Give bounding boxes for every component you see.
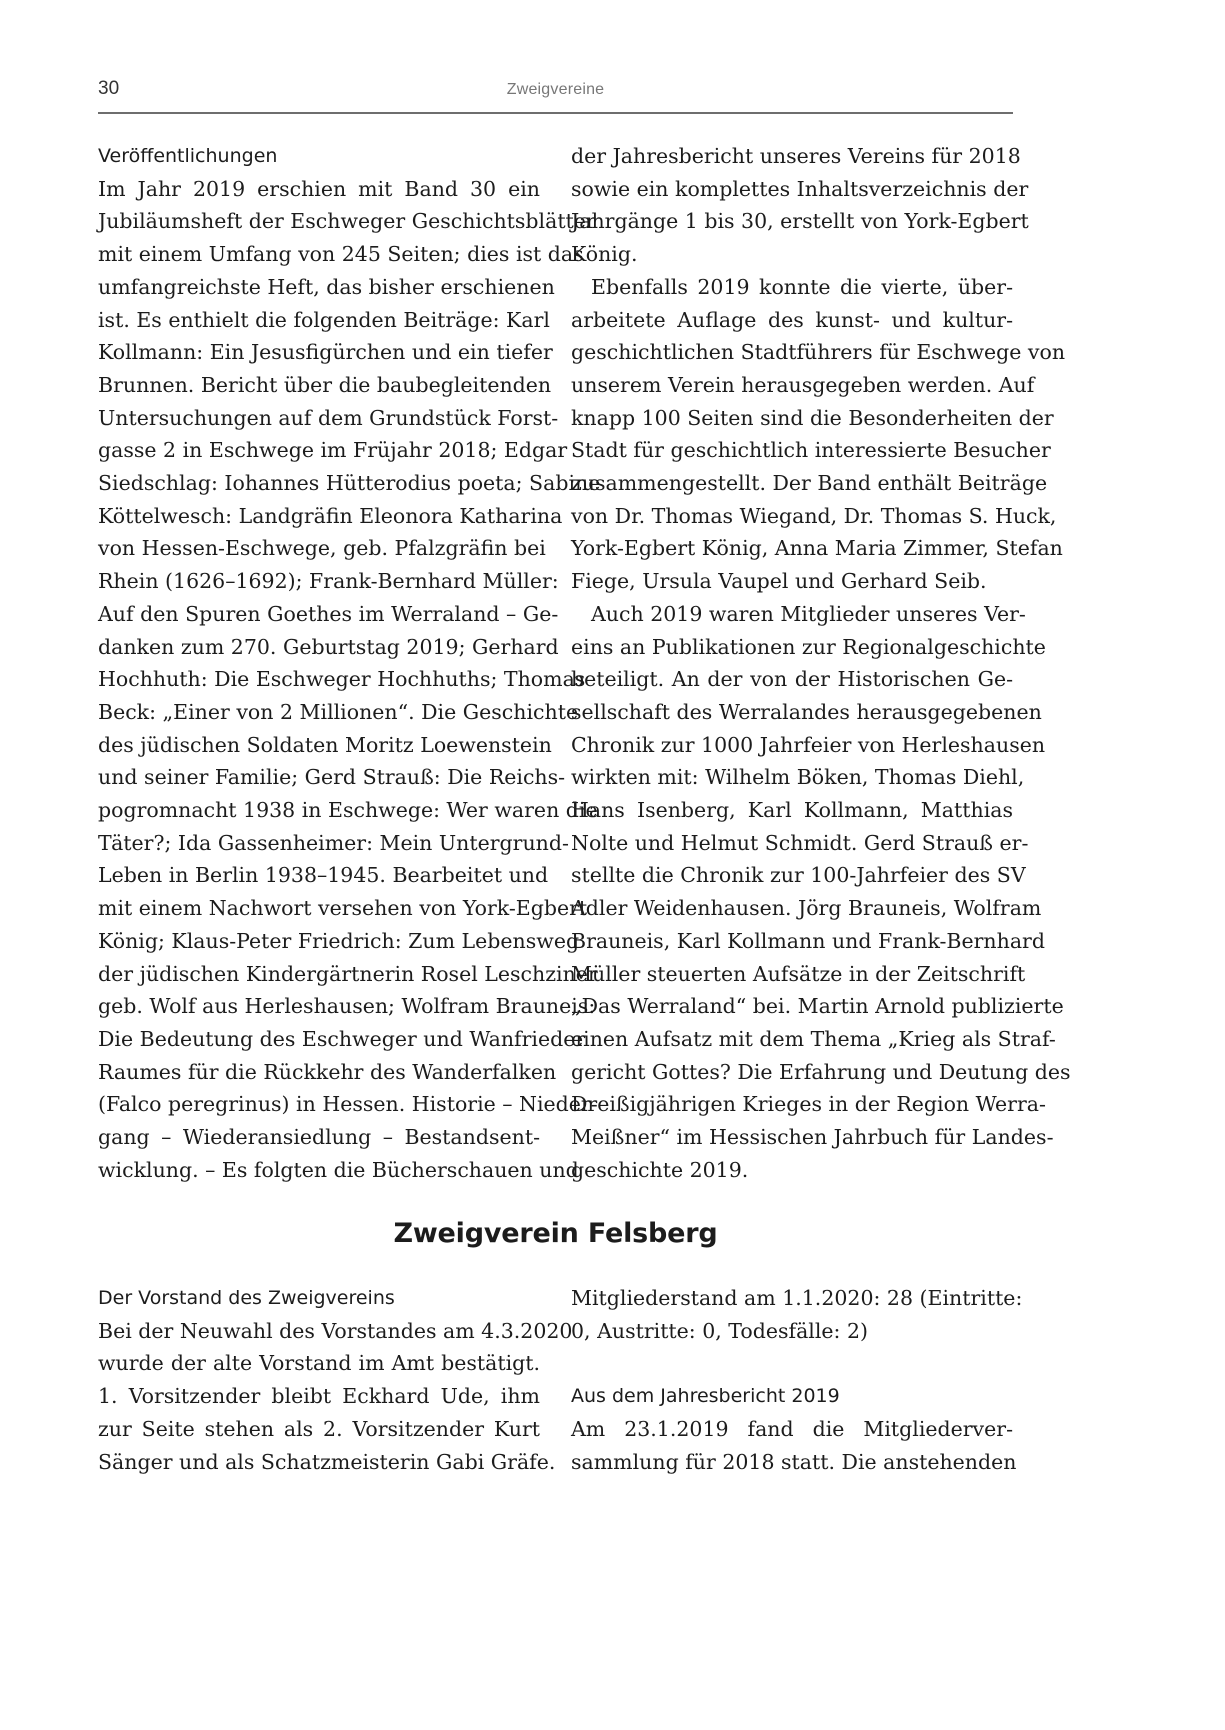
text-line: Ebenfalls 2019 konnte die vierte, über- <box>591 274 1013 299</box>
text-line: des jüdischen Soldaten Moritz Loewenstein <box>98 732 552 757</box>
text-line: Leben in Berlin 1938–1945. Bearbeitet und <box>98 863 549 888</box>
text-line: Müller steuerten Aufsätze in der Zeitschrift <box>571 961 1026 986</box>
text-line: (Falco peregrinus) in Hessen. Historie – Nieder- <box>98 1092 598 1117</box>
text-line: Am 23.1.2019 fand die Mitgliederver- <box>571 1416 1013 1441</box>
text-line: Auch 2019 waren Mitglieder unseres Ver- <box>591 601 1026 626</box>
text-line: Im Jahr 2019 erschien mit Band 30 ein <box>98 176 540 201</box>
text-line: Raumes für die Rückkehr des Wanderfalken <box>98 1059 557 1084</box>
text-line: von Dr. Thomas Wiegand, Dr. Thomas S. Huck, <box>571 503 1057 528</box>
text-line: einen Aufsatz mit dem Thema „Krieg als Straf- <box>571 1026 1056 1051</box>
text-line: mit einem Umfang von 245 Seiten; dies ist das <box>98 242 584 267</box>
subheading-annual-report: Aus dem Jahresbericht 2019 <box>571 1385 840 1408</box>
text-line: Köttelwesch: Landgräfin Eleonora Katharina <box>98 503 563 528</box>
text-line: umfangreichste Heft, das bisher erschienen <box>98 274 555 299</box>
text-line: Brunnen. Bericht über die baubegleitenden <box>98 372 552 397</box>
subheading-board: Der Vorstand des Zweigvereins <box>98 1287 395 1309</box>
page-number: 30 <box>98 78 120 99</box>
text-line: 1. Vorsitzender bleibt Eckhard Ude, ihm <box>98 1384 540 1409</box>
membership-paragraph <box>571 1282 1023 1347</box>
text-line: Stadt für geschichtlich interessierte Besucher <box>571 438 1051 463</box>
text-line: Rhein (1626–1692); Frank-Bernhard Müller: <box>98 569 559 594</box>
text-line: und seiner Familie; Gerd Strauß: Die Reichs- <box>98 765 566 790</box>
text-line: sowie ein komplettes Inhaltsverzeichnis der <box>571 176 1029 201</box>
text-line: zusammengestellt. Der Band enthält Beiträge <box>571 471 1048 496</box>
report-column-right <box>571 1282 1023 1478</box>
paragraph <box>571 598 1071 1187</box>
text-line: Kollmann: Ein Jesusfigürchen und ein tiefer <box>98 340 553 365</box>
subheading-publications: Veröffentlichungen <box>98 145 278 167</box>
text-line: von Hessen-Eschwege, geb. Pfalzgräfin bei <box>98 536 546 561</box>
text-line: stellte die Chronik zur 100-Jahrfeier des SV <box>571 863 1026 888</box>
text-line: Dreißigjährigen Krieges in der Region Werra- <box>571 1092 1046 1117</box>
text-line: Auf den Spuren Goethes im Werraland – Ge- <box>98 601 559 626</box>
publications-column-right <box>571 140 1071 1187</box>
text-line: Die Bedeutung des Eschweger und Wanfrieder <box>98 1026 586 1051</box>
text-line: wirkten mit: Wilhelm Böken, Thomas Diehl, <box>571 765 1025 790</box>
text-line: der Jahresbericht unseres Vereins für 2018 <box>571 144 1021 168</box>
text-line: Täter?; Ida Gassenheimer: Mein Untergrund- <box>98 830 569 855</box>
text-line: sellschaft des Werralandes herausgegebenen <box>571 699 1042 724</box>
running-title: Zweigvereine <box>506 81 605 98</box>
text-line: pogromnacht 1938 in Eschwege: Wer waren die <box>98 798 598 823</box>
text-line: Siedschlag: Iohannes Hütterodius poeta; Sabine <box>98 471 601 496</box>
text-line: Hans Isenberg, Karl Kollmann, Matthias <box>571 798 1013 823</box>
board-column-left <box>98 1282 573 1478</box>
board-paragraph <box>98 1315 573 1479</box>
text-line: „Das Werraland“ bei. Martin Arnold publizierte <box>571 994 1064 1019</box>
text-line: beteiligt. An der von der Historischen Ge- <box>571 667 1013 692</box>
publications-paragraph <box>98 173 601 1187</box>
text-line: gasse 2 in Eschwege im Früjahr 2018; Edgar <box>98 438 568 463</box>
text-line: Bei der Neuwahl des Vorstandes am 4.3.2020 <box>98 1318 573 1343</box>
text-line: Jubiläumsheft der Eschweger Geschichtsblätter <box>98 209 596 234</box>
paragraph <box>571 271 1066 598</box>
text-line: York-Egbert König, Anna Maria Zimmer, Stefan <box>571 536 1063 561</box>
text-line: eins an Publikationen zur Regionalgeschichte <box>571 634 1046 659</box>
text-line: Beck: „Einer von 2 Millionen“. Die Geschichte <box>98 699 579 724</box>
text-line: König. <box>571 242 638 267</box>
text-line: Untersuchungen auf dem Grundstück Forst- <box>98 405 559 430</box>
text-line: geschichtlichen Stadtführers für Eschwege von <box>571 340 1066 365</box>
text-line: Brauneis, Karl Kollmann und Frank-Bernhard <box>571 928 1045 953</box>
text-line: danken zum 270. Geburtstag 2019; Gerhard <box>98 634 559 659</box>
section-title: Zweigverein Felsberg <box>393 1218 718 1249</box>
text-line: 0, Austritte: 0, Todesfälle: 2) <box>571 1318 869 1343</box>
text-line: unserem Verein herausgegeben werden. Auf <box>571 372 1035 397</box>
text-line: der jüdischen Kindergärtnerin Rosel Leschziner <box>98 961 598 986</box>
text-line: knapp 100 Seiten sind die Besonderheiten der <box>571 405 1054 430</box>
text-line: wurde der alte Vorstand im Amt bestätigt. <box>98 1351 540 1376</box>
text-line: arbeitete Auflage des kunst- und kultur- <box>571 307 1013 332</box>
text-line: Fiege, Ursula Vaupel und Gerhard Seib. <box>571 569 987 594</box>
text-line: Sänger und als Schatzmeisterin Gabi Gräfe. <box>98 1449 556 1474</box>
publications-column-left <box>98 140 601 1187</box>
annual-report-paragraph <box>571 1413 1017 1478</box>
text-line: Adler Weidenhausen. Jörg Brauneis, Wolfram <box>571 896 1042 921</box>
text-line: wicklung. – Es folgten die Bücherschauen und <box>98 1157 579 1182</box>
spacer <box>571 1347 1013 1380</box>
text-line: zur Seite stehen als 2. Vorsitzender Kurt <box>98 1416 540 1441</box>
text-line: sammlung für 2018 statt. Die anstehenden <box>571 1449 1017 1474</box>
text-line: Nolte und Helmut Schmidt. Gerd Strauß er- <box>571 830 1029 855</box>
text-line: geb. Wolf aus Herleshausen; Wolfram Brauneis: <box>98 994 596 1019</box>
text-line: ist. Es enthielt die folgenden Beiträge: Karl <box>98 307 550 332</box>
text-line: Jahrgänge 1 bis 30, erstellt von York-Egbert <box>571 209 1029 234</box>
text-line: Mitgliederstand am 1.1.2020: 28 (Eintritte: <box>571 1286 1023 1310</box>
paragraph <box>571 140 1029 271</box>
text-line: Meißner“ im Hessischen Jahrbuch für Landes- <box>571 1125 1054 1150</box>
page-header <box>98 78 1013 114</box>
text-line: geschichte 2019. <box>571 1157 749 1182</box>
text-line: König; Klaus-Peter Friedrich: Zum Lebensweg <box>98 928 580 953</box>
text-line: Hochhuth: Die Eschweger Hochhuths; Thomas <box>98 667 586 692</box>
text-line: Chronik zur 1000 Jahrfeier von Herleshausen <box>571 732 1046 757</box>
text-line: gang – Wiederansiedlung – Bestandsent- <box>98 1125 540 1150</box>
text-line: mit einem Nachwort versehen von York-Egbert <box>98 896 588 921</box>
text-line: gericht Gottes? Die Erfahrung und Deutung des <box>571 1059 1071 1084</box>
header-rule <box>98 112 1013 114</box>
